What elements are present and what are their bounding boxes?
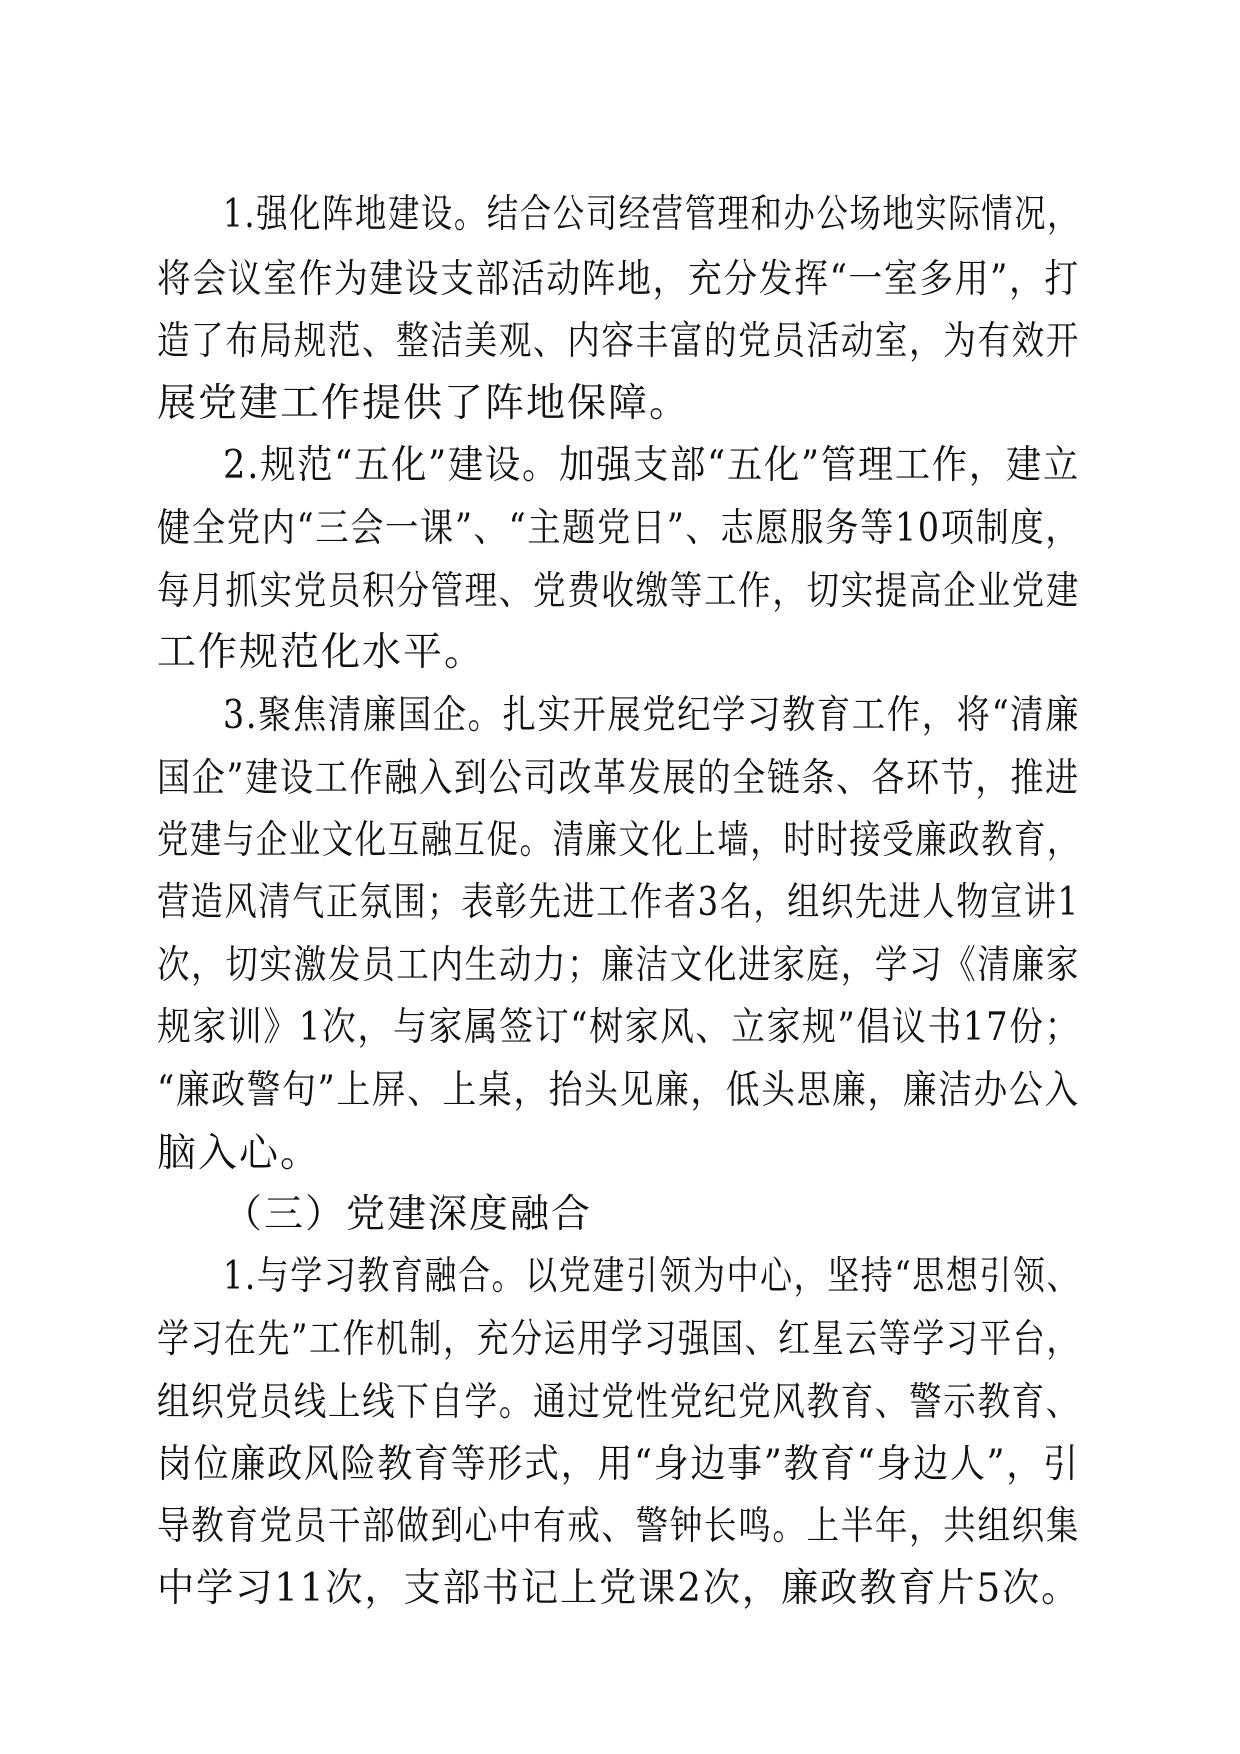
section-heading: （三）党建深度融合 — [223, 1192, 593, 1237]
line-03: 造了布局规范、整洁美观、内容丰富的党员活动室，为有效开 — [157, 319, 1081, 364]
line-18: 1.与学习教育融合。以党建引领为中心，坚持“思想引领、 — [223, 1254, 1081, 1299]
line-19: 学习在先”工作机制，充分运用学习强国、红星云等学习平台， — [157, 1317, 1080, 1362]
line-21: 岗位廉政风险教育等形式，用“身边事”教育“身边人”，引 — [157, 1442, 1080, 1487]
line-01: 1.强化阵地建设。结合公司经营管理和办公场地实际情况， — [223, 192, 1081, 237]
line-23: 中学习11次，支部书记上党课2次，廉政教育片5次。 — [157, 1566, 1081, 1611]
line-02: 将会议室作为建设支部活动阵地，充分发挥“一室多用”，打 — [157, 257, 1080, 302]
line-08: 工作规范化水平。 — [157, 630, 486, 675]
line-06: 健全党内“三会一课”、“主题党日”、志愿服务等10项制度， — [157, 506, 1081, 551]
line-04: 展党建工作提供了阵地保障。 — [157, 381, 691, 426]
line-09: 3.聚焦清廉国企。扎实开展党纪学习教育工作，将“清廉 — [223, 693, 1081, 738]
line-07: 每月抓实党员积分管理、党费收缴等工作，切实提高企业党建 — [157, 569, 1081, 614]
line-15: “廉政警句”上屏、上桌，抬头见廉，低头思廉，廉洁办公入 — [157, 1068, 1080, 1113]
line-10: 国企”建设工作融入到公司改革发展的全链条、各环节，推进 — [157, 756, 1080, 801]
line-14: 规家训》1次，与家属签订“树家风、立家规”倡议书17份； — [157, 1005, 1081, 1050]
line-13: 次，切实激发员工内生动力；廉洁文化进家庭，学习《清廉家 — [157, 943, 1081, 988]
line-12: 营造风清气正氛围；表彰先进工作者3名，组织先进人物宣讲1 — [157, 880, 1080, 925]
line-11: 党建与企业文化互融互促。清廉文化上墙，时时接受廉政教育， — [157, 818, 1081, 863]
line-22: 导教育党员干部做到心中有戒、警钟长鸣。上半年，共组织集 — [157, 1504, 1081, 1549]
line-20: 组织党员线上线下自学。通过党性党纪党风教育、警示教育、 — [157, 1380, 1081, 1425]
line-16: 脑入心。 — [157, 1131, 322, 1176]
line-05: 2.规范“五化”建设。加强支部“五化”管理工作，建立 — [223, 443, 1081, 488]
